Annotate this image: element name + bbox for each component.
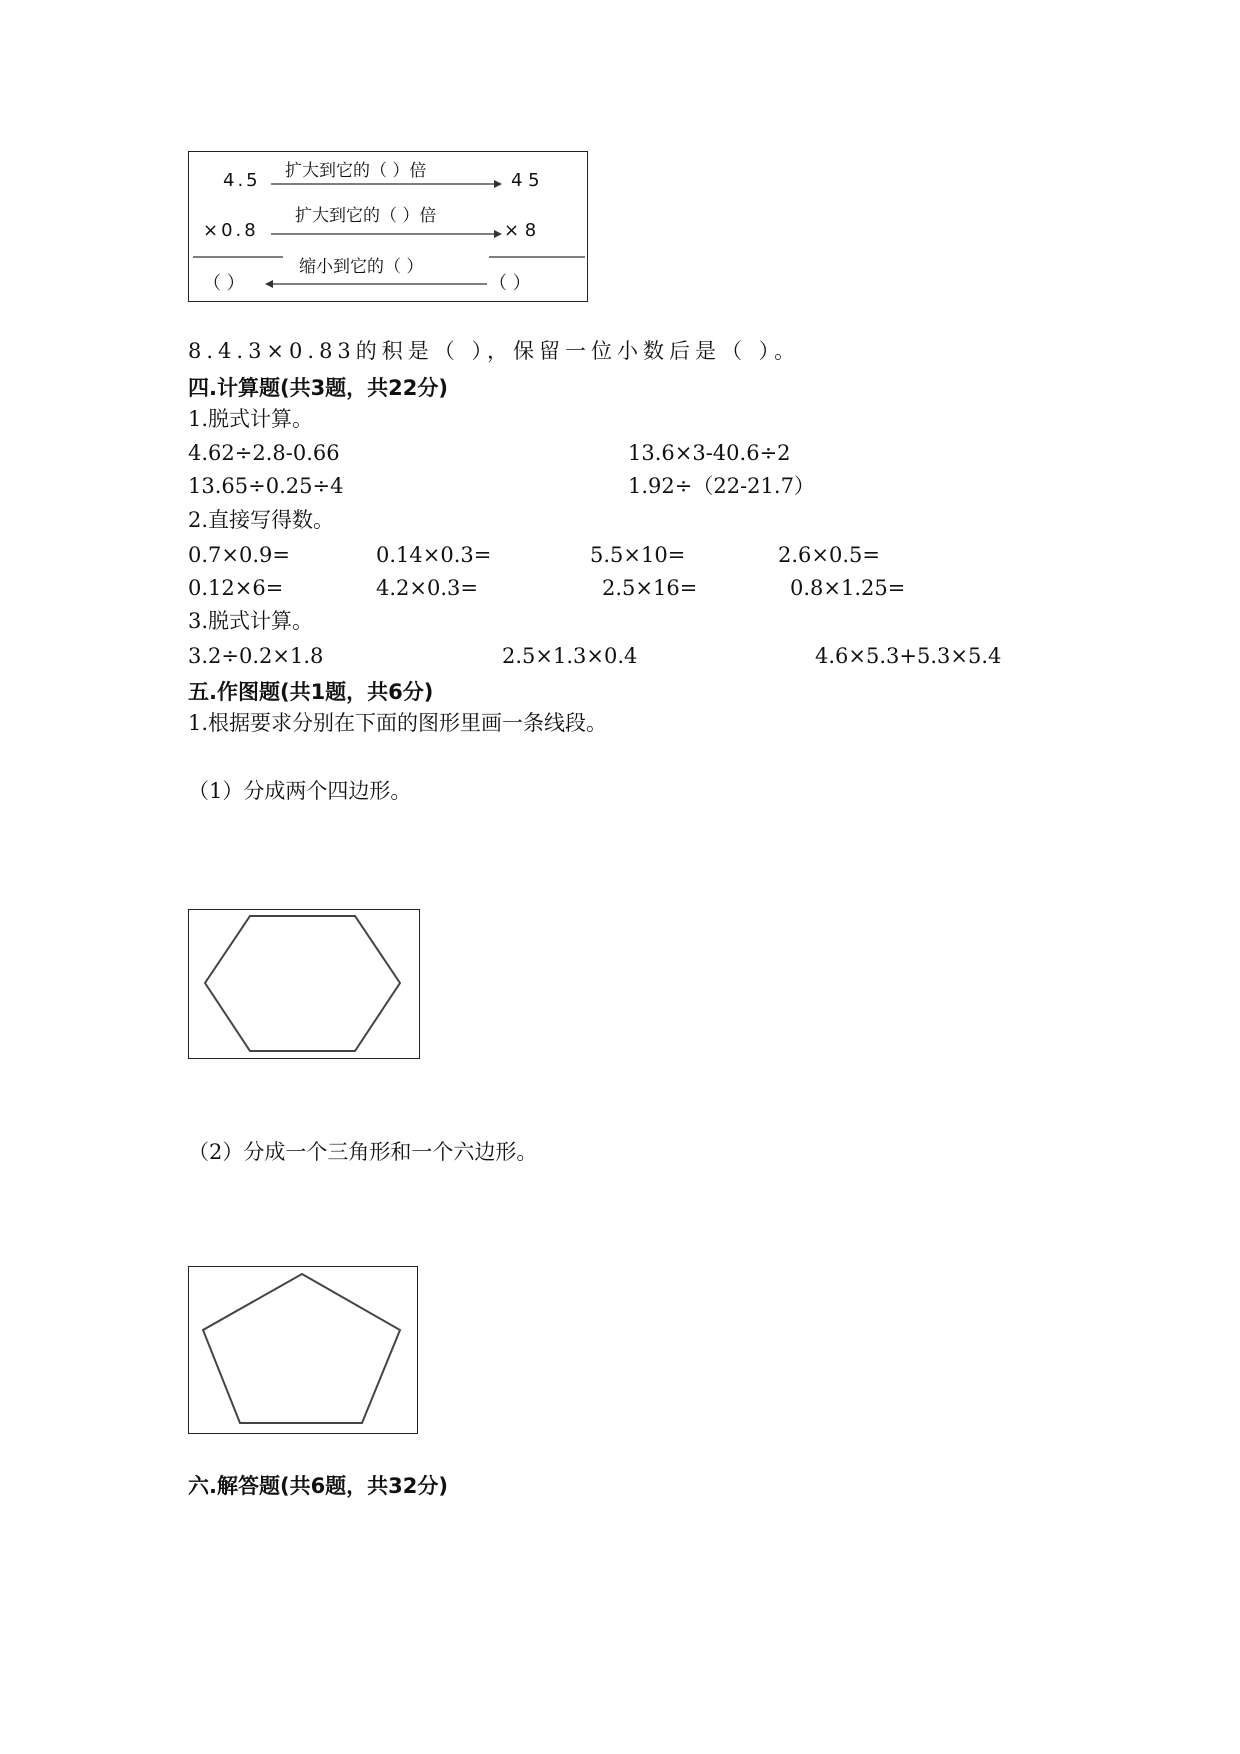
s4-q2-item-8: 0.8×1.25= [790, 576, 906, 600]
s4-q2-item-4: 2.6×0.5= [778, 543, 880, 567]
s4-q2-item-6: 4.2×0.3= [376, 576, 478, 600]
s5-q1-title: 1.根据要求分别在下面的图形里画一条线段。 [188, 711, 608, 735]
diagram-row2-right: × 8 [504, 220, 537, 241]
s4-q1-title: 1.脱式计算。 [188, 407, 314, 431]
section-5-title: 五.作图题(共1题，共6分) [188, 680, 434, 704]
multiplication-diagram [188, 151, 588, 302]
s4-q3-item-2: 2.5×1.3×0.4 [502, 644, 638, 668]
diagram-row2-left: ×0.8 [203, 220, 259, 241]
diagram-row3-left: （ ） [203, 273, 245, 294]
s5-part-1: （1）分成两个四边形。 [188, 779, 412, 803]
pentagon-figure [188, 1266, 418, 1434]
diagram-row2-label: 扩大到它的（ ）倍 [295, 206, 437, 226]
s4-q2-item-7: 2.5×16= [602, 576, 698, 600]
diagram-row1-right: 4 5 [511, 170, 540, 191]
s4-q2-item-2: 0.14×0.3= [376, 543, 492, 567]
s4-q3-item-3: 4.6×5.3+5.3×5.4 [815, 644, 1002, 668]
s4-q2-item-5: 0.12×6= [188, 576, 284, 600]
s4-q1-item-2: 13.6×3-40.6÷2 [628, 441, 791, 465]
diagram-row1-label: 扩大到它的（ ）倍 [285, 161, 427, 181]
s4-q2-item-1: 0.7×0.9= [188, 543, 290, 567]
s4-q2-item-3: 5.5×10= [590, 543, 686, 567]
s4-q1-item-4: 1.92÷（22-21.7） [628, 474, 815, 498]
diagram-row1-left: 4.5 [223, 170, 261, 191]
diagram-row3-right: （ ） [489, 273, 531, 294]
diagram-row3-label: 缩小到它的（ ） [299, 257, 424, 277]
s4-q2-title: 2.直接写得数。 [188, 508, 335, 532]
question-8: 8.4.3×0.83的积是（ ），保留一位小数后是（ ）。 [188, 339, 801, 363]
diagram-arrows [189, 152, 589, 303]
s4-q1-item-3: 13.65÷0.25÷4 [188, 474, 344, 498]
section-6-title: 六.解答题(共6题，共32分) [188, 1474, 449, 1498]
s4-q1-item-1: 4.62÷2.8-0.66 [188, 441, 340, 465]
s4-q3-item-1: 3.2÷0.2×1.8 [188, 644, 324, 668]
pentagon-shape [188, 1266, 418, 1434]
hexagon-figure [188, 909, 420, 1059]
s4-q3-title: 3.脱式计算。 [188, 609, 314, 633]
s5-part-2: （2）分成一个三角形和一个六边形。 [188, 1140, 538, 1164]
hexagon-shape [188, 909, 420, 1059]
section-4-title: 四.计算题(共3题，共22分) [188, 376, 449, 400]
